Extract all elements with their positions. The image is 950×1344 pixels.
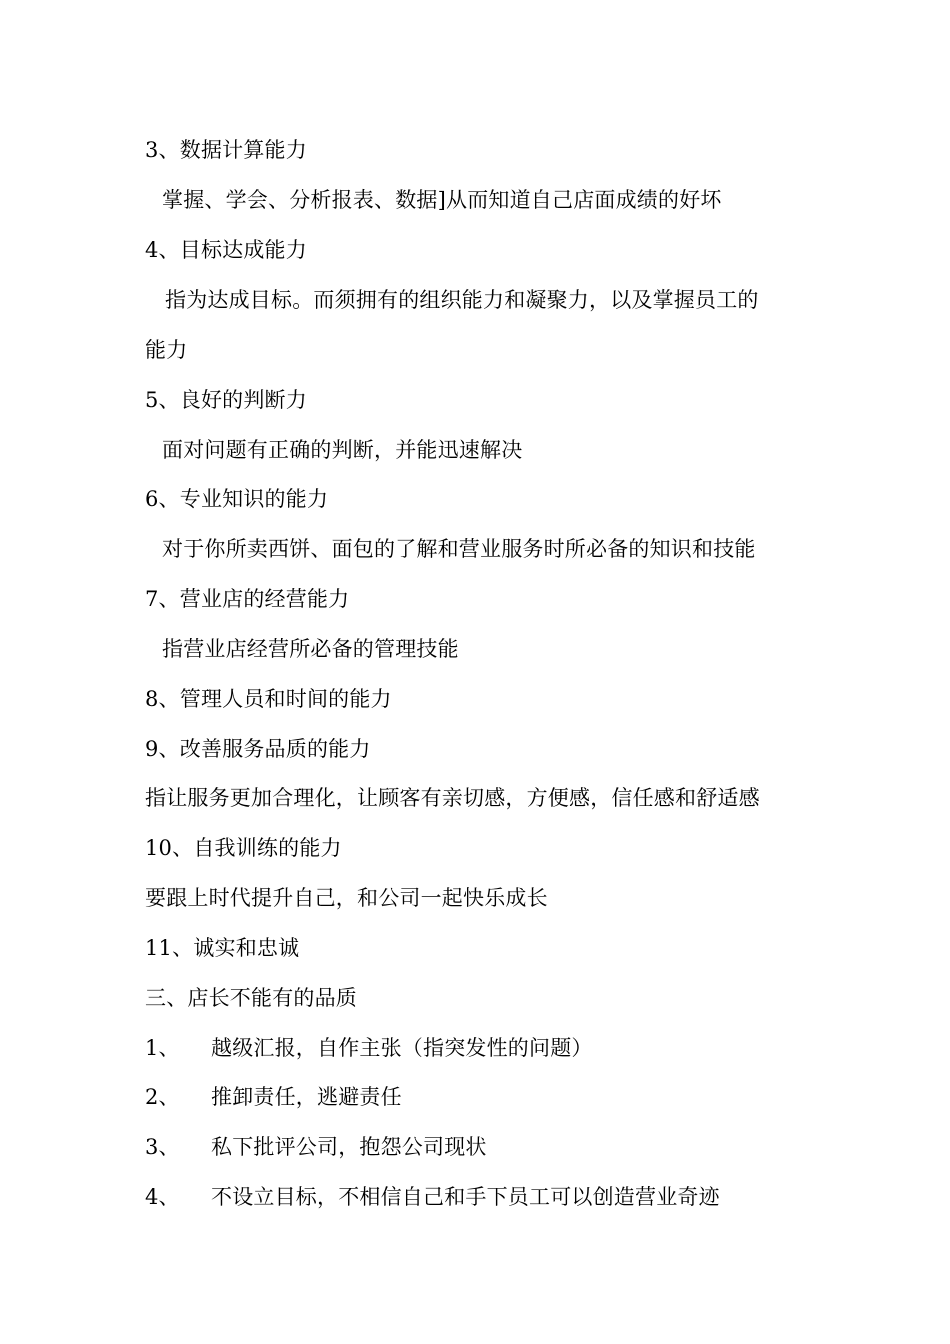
paragraph-self-training: 要跟上时代提升自己，和公司一起快乐成长 [145, 886, 548, 910]
list-item-text: 越级汇报，自作主张（指突发性的问题） [211, 1036, 593, 1060]
heading-store-operation: 7、营业店的经营能力 [145, 587, 350, 611]
list-item-number: 3、 [145, 1135, 180, 1159]
list-item-text: 私下批评公司，抱怨公司现状 [211, 1135, 487, 1159]
heading-professional-knowledge: 6、专业知识的能力 [145, 487, 329, 511]
list-item [145, 1034, 593, 1062]
list-item [145, 1083, 402, 1111]
list-item [145, 1183, 720, 1211]
list-item-text: 不设立目标，不相信自己和手下员工可以创造营业奇迹 [211, 1185, 720, 1209]
paragraph-store-operation: 指营业店经营所必备的管理技能 [162, 637, 459, 661]
paragraph-service-quality: 指让服务更加合理化，让顾客有亲切感，方便感，信任感和舒适感 [145, 786, 760, 810]
heading-people-time-management: 8、管理人员和时间的能力 [145, 687, 392, 711]
list-item-number: 1、 [145, 1036, 180, 1060]
list-item-number: 4、 [145, 1185, 180, 1209]
heading-self-training: 10、自我训练的能力 [145, 836, 342, 860]
list-item-text: 推卸责任，逃避责任 [211, 1085, 402, 1109]
paragraph-professional-knowledge: 对于你所卖西饼、面包的了解和营业服务时所必备的知识和技能 [162, 537, 756, 561]
heading-data-calculation: 3、数据计算能力 [145, 138, 307, 162]
heading-service-quality: 9、改善服务品质的能力 [145, 737, 371, 761]
heading-judgment: 5、良好的判断力 [145, 388, 307, 412]
list-item [145, 1133, 487, 1161]
paragraph-data-calculation: 掌握、学会、分析报表、数据]从而知道自己店面成绩的好坏 [162, 188, 722, 212]
paragraph-goal-achievement-continued: 能力 [145, 338, 188, 362]
section-heading-forbidden-qualities: 三、店长不能有的品质 [145, 986, 357, 1010]
heading-goal-achievement: 4、目标达成能力 [145, 238, 307, 262]
paragraph-judgment: 面对问题有正确的判断，并能迅速解决 [162, 438, 523, 462]
paragraph-goal-achievement: 指为达成目标。而须拥有的组织能力和凝聚力，以及掌握员工的 [165, 288, 759, 312]
list-item-number: 2、 [145, 1085, 180, 1109]
heading-honesty-loyalty: 11、诚实和忠诚 [145, 936, 300, 960]
